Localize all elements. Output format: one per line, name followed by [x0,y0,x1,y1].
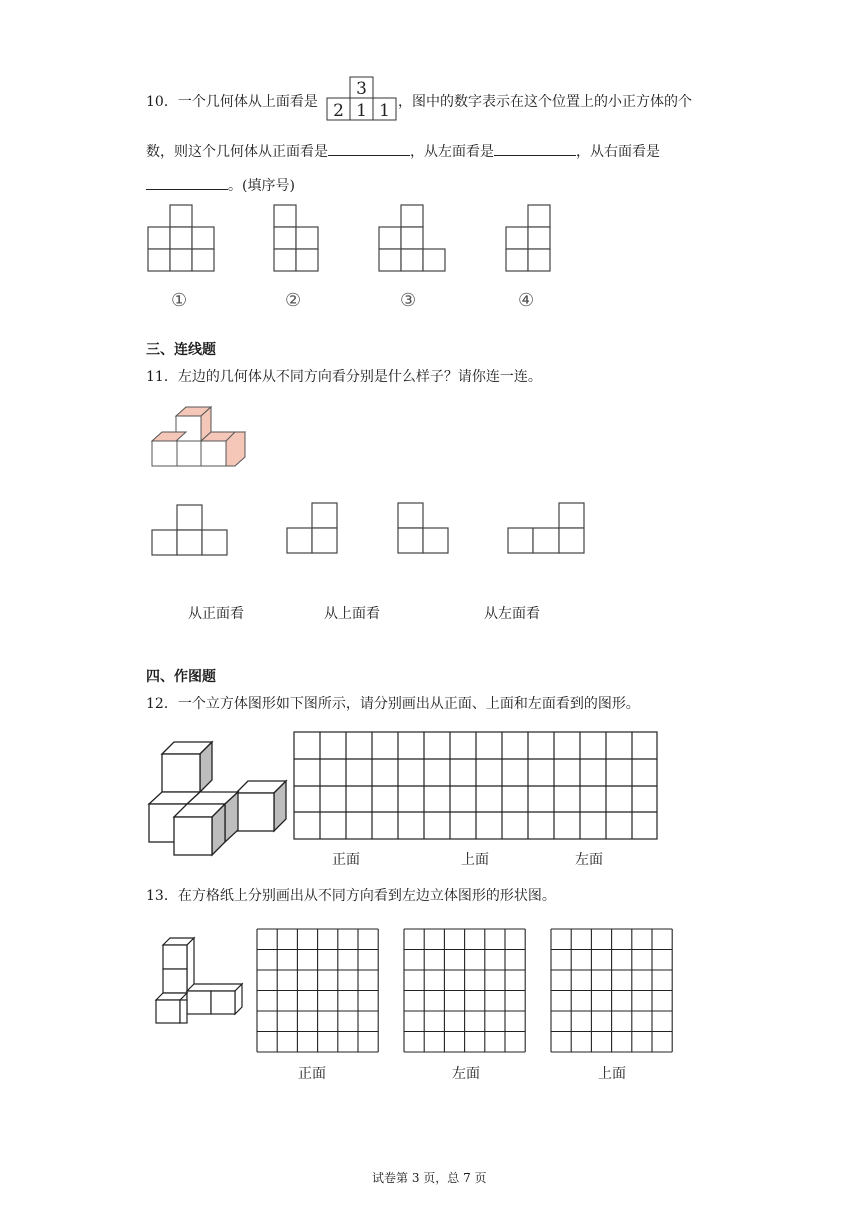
q12-label-front: 正面 [332,852,360,868]
option-4-label: ④ [518,290,535,311]
q13-grid-front[interactable] [257,929,378,1052]
page-footer: 试卷第 3 页，总 7 页 [372,1171,487,1185]
q12-text: 12．一个立方体图形如下图所示，请分别画出从正面、上面和左面看到的图形。 [146,696,640,712]
top-view-num-2: 2 [333,101,344,121]
q10-line3-suffix: 。(填序号) [228,178,295,194]
q10-line2-c: ，从右面看是 [576,144,660,160]
q13-label-top: 上面 [598,1066,626,1082]
q10-line2-a: 数，则这个几何体从正面看是 [146,144,328,160]
top-view-num-1b: 1 [379,101,390,121]
q10-line2-b: ，从左面看是 [410,144,494,160]
q13-label-left: 左面 [452,1066,480,1082]
q13-text: 13．在方格纸上分别画出从不同方向看到左边立体图形的形状图。 [146,888,556,904]
q12-label-left: 左面 [575,852,603,868]
q11-text: 11．左边的几何体从不同方向看分别是什么样子？请你连一连。 [146,369,542,385]
section4-title: 四、作图题 [146,669,216,685]
q11-label-left[interactable]: 从左面看 [484,606,540,622]
section3-title: 三、连线题 [146,342,216,358]
q11-label-front[interactable]: 从正面看 [188,606,244,622]
q10-line1-suffix: ，图中的数字表示在这个位置上的小正方体的个 [398,94,692,110]
option-1-label: ① [171,290,188,311]
option-3-label: ③ [400,290,417,311]
q13-label-front: 正面 [298,1066,326,1082]
top-view-num-3: 3 [356,79,367,99]
q13-grid-top[interactable] [551,929,672,1052]
q12-label-top: 上面 [461,852,489,868]
q10-line1-prefix: 10．一个几何体从上面看是 [146,94,318,110]
option-2-label: ② [285,290,302,311]
q13-grid-left[interactable] [404,929,525,1052]
q11-label-top[interactable]: 从上面看 [324,606,380,622]
top-view-num-1a: 1 [356,101,367,121]
